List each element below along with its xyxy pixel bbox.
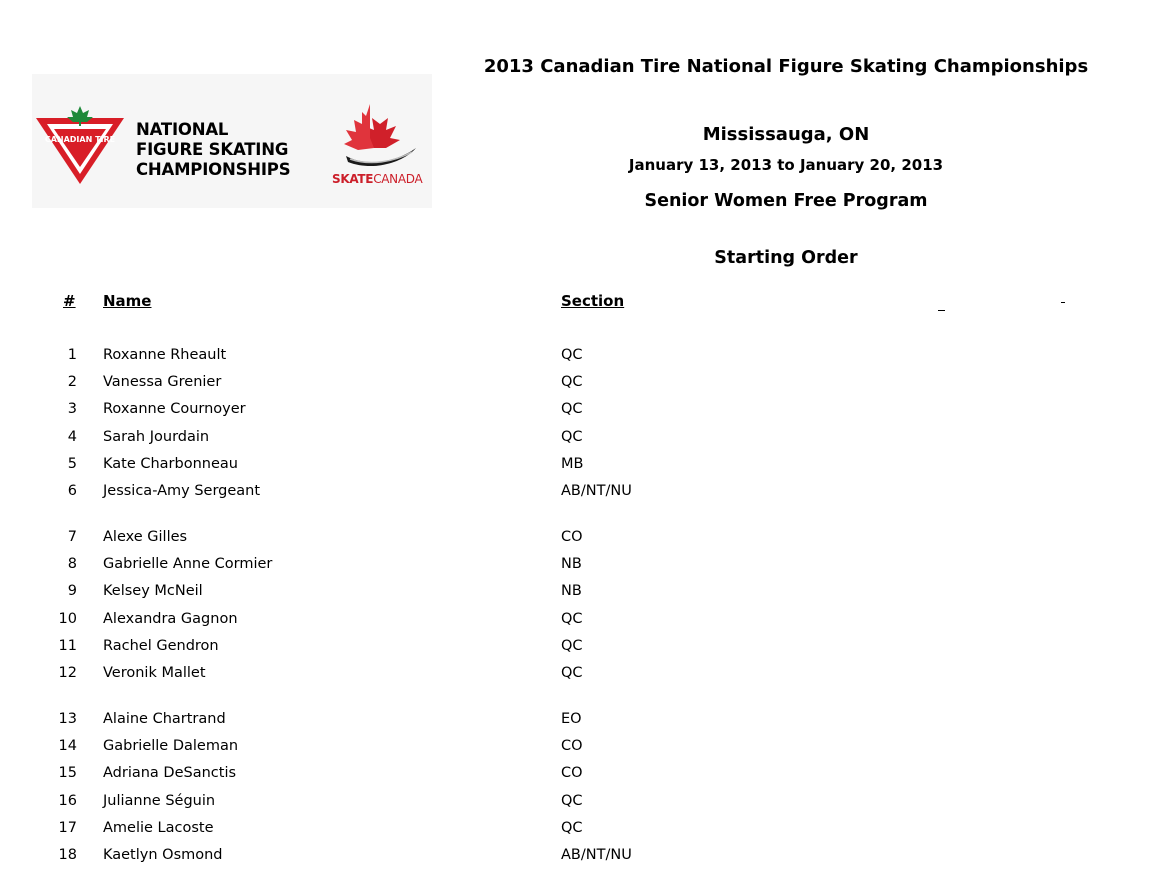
row-number: 12 (58, 665, 77, 681)
table-row (0, 708, 1168, 730)
skater-section: QC (561, 793, 583, 809)
page-title: 2013 Canadian Tire National Figure Skating Championships (483, 56, 1089, 77)
table-row (0, 635, 1168, 657)
table-row (0, 480, 1168, 502)
table-row (0, 371, 1168, 393)
skater-name: Alexandra Gagnon (103, 611, 238, 627)
svg-text:SKATECANADA (332, 172, 423, 186)
table-row (0, 344, 1168, 366)
row-number: 15 (58, 765, 77, 781)
row-number: 13 (58, 711, 77, 727)
championship-wordmark (136, 120, 290, 180)
skater-name: Roxanne Cournoyer (103, 401, 246, 417)
row-number: 5 (67, 456, 77, 472)
table-row (0, 762, 1168, 784)
championship-logo-banner (32, 74, 432, 208)
skater-name: Kelsey McNeil (103, 583, 203, 599)
skater-section: QC (561, 429, 583, 445)
table-row (0, 426, 1168, 448)
wordmark-line-2: FIGURE SKATING (136, 140, 289, 159)
skater-section: NB (561, 556, 582, 572)
column-header-section: Section (561, 292, 625, 310)
skater-section: QC (561, 401, 583, 417)
row-number: 10 (58, 611, 77, 627)
table-row (0, 790, 1168, 812)
table-row (0, 844, 1168, 866)
table-row (0, 553, 1168, 575)
skater-name: Gabrielle Daleman (103, 738, 239, 754)
row-number: 18 (58, 847, 77, 863)
table-row (0, 398, 1168, 420)
skater-name: Kaetlyn Osmond (103, 847, 223, 863)
skater-section: EO (561, 711, 582, 727)
skater-section: AB/NT/NU (561, 483, 632, 499)
row-number: 3 (67, 401, 77, 417)
underline-mark (938, 310, 945, 311)
column-header-number: # (63, 292, 76, 310)
skater-section: CO (561, 765, 583, 781)
canada-wordmark: CANADA (373, 172, 423, 186)
skater-name: Kate Charbonneau (103, 456, 238, 472)
column-header-name: Name (103, 292, 152, 310)
row-number: 11 (58, 638, 77, 654)
skater-name: Alexe Gilles (103, 529, 188, 545)
skater-name: Gabrielle Anne Cormier (103, 556, 273, 572)
skate-wordmark: SKATE (332, 172, 374, 186)
row-number: 4 (67, 429, 77, 445)
wordmark-line-1: NATIONAL (136, 120, 229, 139)
skater-section: QC (561, 374, 583, 390)
dash-mark (1061, 302, 1065, 303)
row-number: 2 (67, 374, 77, 390)
table-row (0, 817, 1168, 839)
skater-name: Julianne Séguin (103, 793, 216, 809)
skater-name: Rachel Gendron (103, 638, 219, 654)
ct-logo-text: CANADIAN TIRE (44, 135, 116, 144)
skater-section: QC (561, 638, 583, 654)
skater-section: MB (561, 456, 584, 472)
skater-section: NB (561, 583, 582, 599)
skater-name: Alaine Chartrand (103, 711, 226, 727)
table-row (0, 735, 1168, 757)
skater-section: QC (561, 347, 583, 363)
skater-name: Roxanne Rheault (103, 347, 227, 363)
skater-name: Adriana DeSanctis (103, 765, 237, 781)
row-number: 1 (67, 347, 77, 363)
skater-section: CO (561, 529, 583, 545)
starting-order-heading: Starting Order (714, 248, 858, 268)
skater-name: Amelie Lacoste (103, 820, 214, 836)
row-number: 17 (58, 820, 77, 836)
skater-section: AB/NT/NU (561, 847, 632, 863)
skater-name: Sarah Jourdain (103, 429, 210, 445)
table-row (0, 608, 1168, 630)
event-location: Mississauga, ON (702, 124, 870, 145)
event-category: Senior Women Free Program (644, 191, 928, 211)
skater-name: Vanessa Grenier (103, 374, 222, 390)
table-row (0, 580, 1168, 602)
table-row (0, 526, 1168, 548)
row-number: 16 (58, 793, 77, 809)
row-number: 8 (67, 556, 77, 572)
event-dates: January 13, 2013 to January 20, 2013 (628, 156, 944, 174)
row-number: 6 (67, 483, 77, 499)
skater-section: CO (561, 738, 583, 754)
wordmark-line-3: CHAMPIONSHIPS (136, 160, 291, 179)
skate-canada-logo (330, 102, 434, 188)
row-number: 14 (58, 738, 77, 754)
skater-section: QC (561, 611, 583, 627)
canadian-tire-logo (34, 104, 126, 186)
row-number: 7 (67, 529, 77, 545)
table-row (0, 453, 1168, 475)
table-row (0, 662, 1168, 684)
row-number: 9 (67, 583, 77, 599)
skater-section: QC (561, 665, 583, 681)
skater-section: QC (561, 820, 583, 836)
skate-swoosh-icon (346, 148, 416, 166)
skater-name: Jessica-Amy Sergeant (103, 483, 261, 499)
skater-name: Veronik Mallet (103, 665, 206, 681)
